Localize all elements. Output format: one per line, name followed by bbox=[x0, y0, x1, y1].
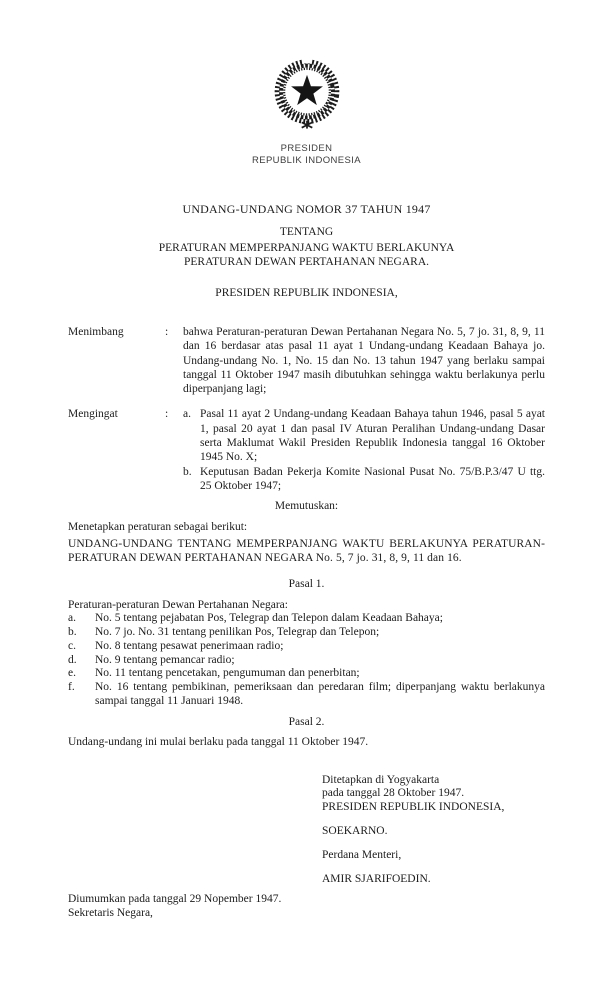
list-item-a bbox=[68, 612, 545, 626]
mengingat-item-b-text: Keputusan Badan Pekerja Komite Nasional Pusat No. 75/B.P.3/47 U ttg. 25 Oktober 1947; bbox=[200, 465, 545, 492]
seal-container bbox=[68, 52, 545, 140]
list-item-e-text: No. 11 tentang pencetakan, pengumuman dan penerbitan; bbox=[95, 667, 360, 680]
list-item-f-text: No. 16 tentang pembikinan, pemeriksaan dan peredaran film; diperpanjang waktu berlakunya sampai tanggal 11 Januari 1948. bbox=[95, 681, 545, 708]
list-item-c-text: No. 8 tentang pesawat penerimaan radio; bbox=[95, 639, 284, 652]
mengingat-item-a bbox=[183, 407, 545, 464]
list-item-e bbox=[68, 667, 545, 681]
signature-office-president: PRESIDEN REPUBLIK INDONESIA, bbox=[322, 800, 505, 813]
signature-name-amir-sjarifoedin: AMIR SJARIFOEDIN. bbox=[322, 873, 431, 886]
mengingat-label: Mengingat bbox=[68, 408, 118, 421]
enacting-clause: Menetapkan peraturan sebagai berikut: bbox=[68, 521, 248, 534]
mengingat-item-b bbox=[183, 465, 545, 494]
signature-block bbox=[322, 774, 545, 886]
mengingat-item-a-text: Pasal 11 ayat 2 Undang-undang Keadaan Bahaya tahun 1946, pasal 5 ayat 1, pasal 20 ayat 1 dan pasal IV Aturan Peralihan Undang-undang Dasar serta Maklumat Wakil Presiden Republik Indonesia tanggal 16 Oktober 1945 No. X; bbox=[200, 408, 545, 464]
list-item-e-marker: e. bbox=[68, 667, 76, 680]
enacted-law-title: UNDANG-UNDANG TENTANG MEMPERPANJANG WAKTU BERLAKUNYA PERATURAN-PERATURAN DEWAN PERTAHANAN NEGARA No. 5, 7 jo. 31, 8, 9, 11 dan 16. bbox=[68, 538, 545, 565]
letterhead bbox=[68, 52, 545, 166]
menimbang-colon: : bbox=[165, 326, 169, 338]
signature-spacer bbox=[322, 814, 545, 825]
law-subject-line1: PERATURAN MEMPERPANJANG WAKTU BERLAKUNYA bbox=[158, 242, 455, 254]
list-item-a-text: No. 5 tentang pejabatan Pos, Telegrap dan Telepon dalam Keadaan Bahaya; bbox=[95, 611, 443, 624]
letterhead-caption bbox=[68, 143, 545, 166]
menimbang-label: Menimbang bbox=[68, 326, 124, 338]
menimbang-section bbox=[68, 325, 545, 396]
tentang-label: TENTANG bbox=[279, 226, 334, 238]
law-number-title: UNDANG-UNDANG NOMOR 37 TAHUN 1947 bbox=[182, 202, 431, 216]
list-item-b-marker: b. bbox=[68, 625, 77, 638]
pasal-1-intro: Peraturan-peraturan Dewan Pertahanan Negara: bbox=[68, 598, 288, 611]
list-item-d bbox=[68, 654, 545, 668]
signature-place-line: Ditetapkan di Yogyakarta bbox=[322, 774, 440, 787]
list-item-c-marker: c. bbox=[68, 639, 76, 652]
list-item-c bbox=[68, 640, 545, 654]
signature-name-soekarno: SOEKARNO. bbox=[322, 824, 388, 837]
list-item-b-text: No. 7 jo. No. 31 tentang penilikan Pos, Telegrap dan Telepon; bbox=[95, 625, 380, 638]
list-item-f-marker: f. bbox=[68, 681, 75, 694]
list-item-d-text: No. 9 tentang pemancar radio; bbox=[95, 653, 235, 666]
salutation-line: PRESIDEN REPUBLIK INDONESIA, bbox=[215, 287, 398, 299]
letterhead-republik-label: REPUBLIK INDONESIA bbox=[251, 154, 362, 166]
promulgation-office-line: Sekretaris Negara, bbox=[68, 906, 153, 919]
menimbang-text: bahwa Peraturan-peraturan Dewan Pertahanan Negara No. 5, 7 jo. 31, 8, 9, 11 dan 16 berdasar atas pasal 11 ayat 1 Undang-undang Keadaan Bahaya jo. Undang-undang No. 1, No. 15 dan No. 13 tahun 1947 yang berlaku sampai tanggal 11 Oktober 1947 masih dibutuhkan sehingga waktu berlakunya perlu diperpanjang lagi; bbox=[183, 326, 545, 396]
signature-spacer bbox=[322, 862, 545, 873]
promulgation-date-line: Diumumkan pada tanggal 29 Nopember 1947. bbox=[68, 893, 282, 906]
list-item-d-marker: d. bbox=[68, 653, 77, 666]
presidential-star-wreath-seal-icon bbox=[263, 52, 351, 140]
pasal-2-heading: Pasal 2. bbox=[288, 716, 325, 729]
list-item-f bbox=[68, 681, 545, 709]
signature-spacer bbox=[322, 838, 545, 849]
title-block bbox=[68, 202, 545, 269]
letterhead-presiden-label: PRESIDEN bbox=[280, 143, 333, 154]
mengingat-section bbox=[68, 407, 545, 493]
signature-date-line: pada tanggal 28 Oktober 1947. bbox=[322, 787, 465, 800]
pasal-2-text: Undang-undang ini mulai berlaku pada tanggal 11 Oktober 1947. bbox=[68, 736, 369, 749]
memutuskan-heading: Memutuskan: bbox=[274, 500, 339, 513]
mengingat-item-b-marker: b. bbox=[183, 465, 192, 478]
pasal-1-heading: Pasal 1. bbox=[288, 577, 325, 590]
signature-office-perdana-menteri: Perdana Menteri, bbox=[322, 849, 402, 862]
pasal-1-list bbox=[68, 612, 545, 709]
promulgation-block bbox=[68, 893, 545, 919]
mengingat-items bbox=[183, 407, 545, 493]
mengingat-item-a-marker: a. bbox=[183, 408, 191, 421]
list-item-b bbox=[68, 626, 545, 640]
mengingat-colon: : bbox=[165, 408, 169, 421]
list-item-a-marker: a. bbox=[68, 611, 76, 624]
law-subject-line2: PERATURAN DEWAN PERTAHANAN NEGARA. bbox=[184, 255, 429, 268]
